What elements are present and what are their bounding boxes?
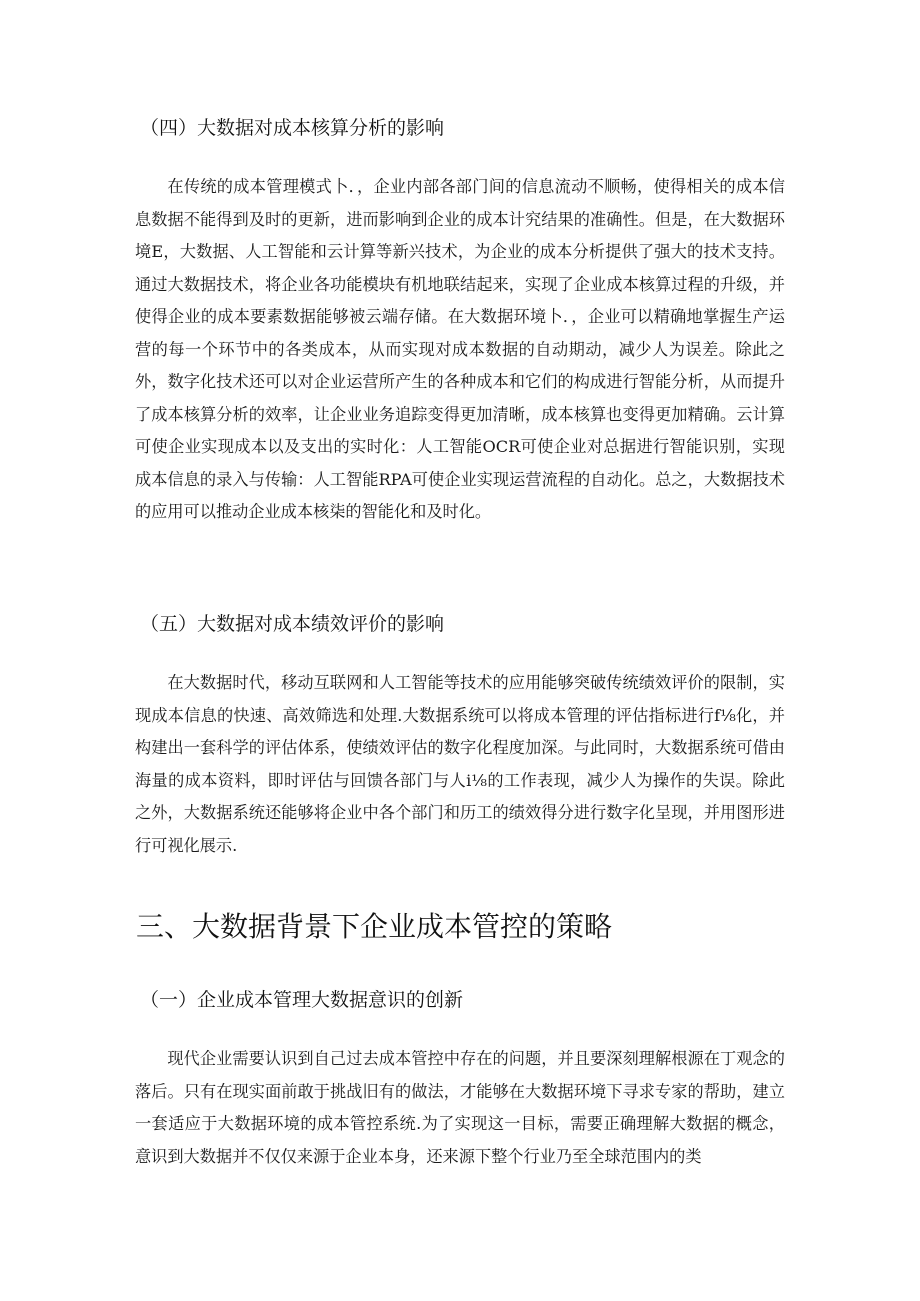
section-heading-5: （五）大数据对成本绩效评价的影响 [140,613,445,635]
section-heading-4: （四）大数据对成本核算分析的影响 [140,117,445,139]
section-5-paragraph: 在大数据时代，移动互联网和人工智能等技术的应用能够突破传统绩效评价的限制，实现成本信息的快速、高效筛选和处理.大数据系统可以将成本管理的评估指标进行f⅛化，并构建出一套科学的评估体系，使绩效评估的数字化程度加深。与此同时，大数据系统可借由海量的成本资料，即时评估与回馈各部门与人i⅛的工作表现，减少人为操作的失误。除此之外，大数据系统还能够将企业中各个部门和历工的绩效得分进行数字化呈现，并用图形进行可视化展示. [135,673,785,855]
section-4-paragraph: 在传统的成本管理模式卜．，企业内部各部门间的信息流动不顺畅，使得相关的成本信息数据不能得到及时的更新，进而影响到企业的成本计究结果的准确性。但是，在大数据环境E，大数据、人工智能和云计算等新兴技术，为企业的成本分析提供了强大的技术支持。通过大数据技术，将企业各功能模块有机地联结起来，实现了企业成本核算过程的升级，并使得企业的成本要素数据能够被云端存储。在大数据环境卜．，企业可以精确地掌握生产运营的每一个环节中的各类成本，从而实现对成本数据的自动期动，减少人为误差。除此之外，数字化技术还可以对企业运营所产生的各种成本和它们的构成进行智能分析，从而提升了成本核算分析的效率，让企业业务追踪变得更加清晰，成本核算也变得更加精确。云计算可使企业实现成本以及支出的实时化：人工智能OCR可使企业对总据进行智能识别，实现成本信息的录入与传输：人工智能RPA可使企业实现运营流程的自动化。总之，大数据技术的应用可以推动企业成本核柒的智能化和及时化。 [135,177,785,521]
section-3-1-paragraph: 现代企业需要认识到自己过去成本管控中存在的问题，并且要深刻理解根源在丁观念的落后。只有在现实面前敢于挑战旧有的做法，才能够在大数据环境下寻求专家的帮助，建立一套适应于大数据环境的成本管控系统.为了实现这一目标，需要正确理解大数据的概念，意识到大数据并不仅仅来源于企业本身，还来源下整个行业乃至全球范围内的类 [135,1049,785,1166]
chapter-title: 三、大数据背景下企业成本管控的策略 [136,910,613,943]
section-heading-3-1: （一）企业成本管理大数据意识的创新 [140,989,464,1011]
